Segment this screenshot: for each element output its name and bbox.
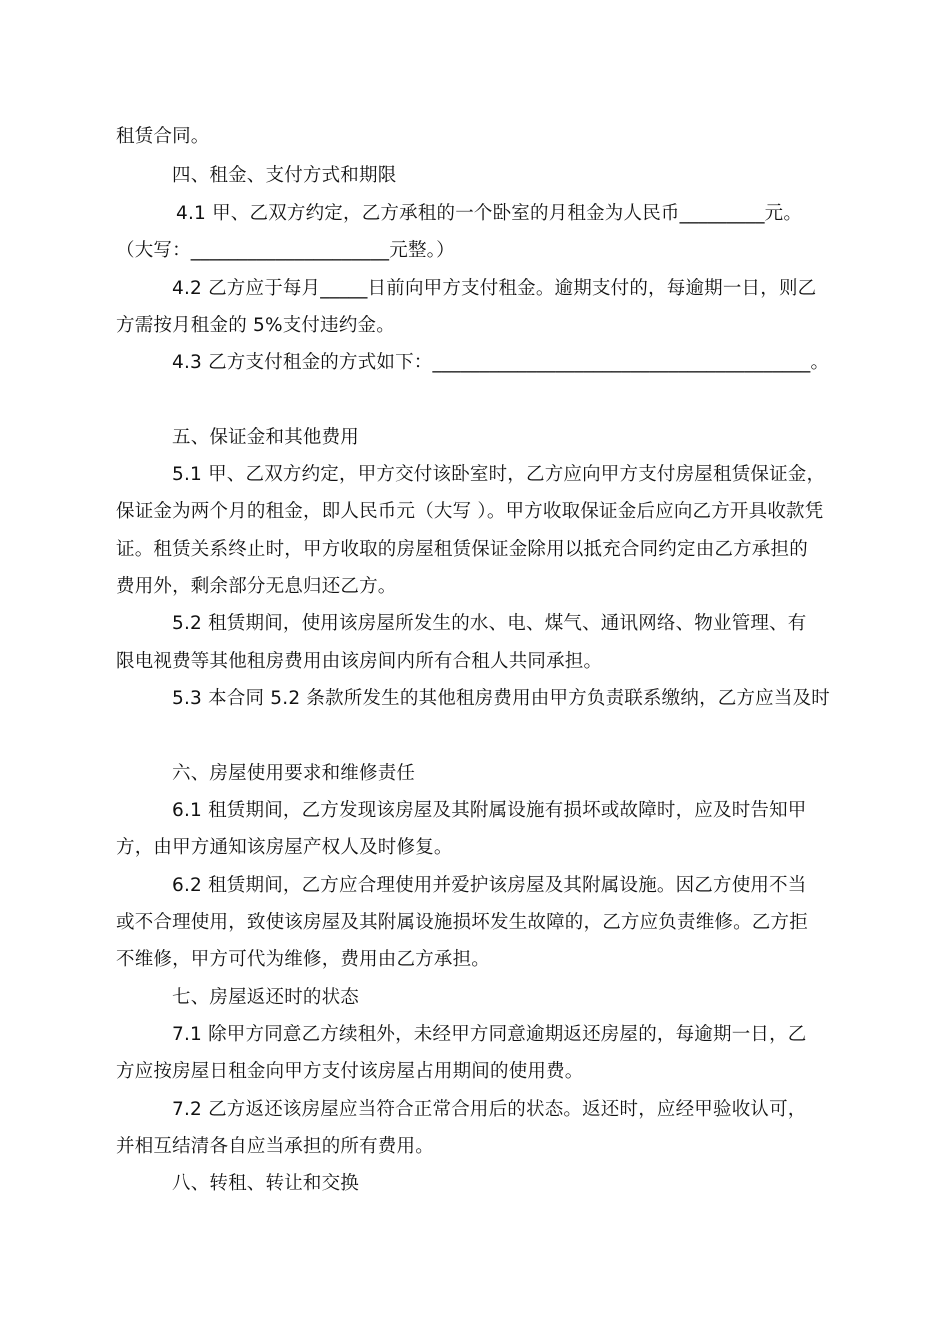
section-heading: 六、房屋使用要求和维修责任 <box>172 763 416 784</box>
body-text-line: 租赁合同。 <box>116 126 210 147</box>
clause-text-line: 4.2 乙方应于每月_____日前向甲方支付租金。逾期支付的，每逾期一日，则乙 <box>172 278 817 299</box>
clause-text-line: 方应按房屋日租金向甲方支付该房屋占用期间的使用费。 <box>116 1061 584 1082</box>
clause-text-line: 5.3 本合同 5.2 条款所发生的其他租房费用由甲方负责联系缴纳，乙方应当及时 <box>172 688 830 709</box>
clause-text-line: 4.3 乙方支付租金的方式如下：________________________________________。 <box>172 352 830 373</box>
clause-text-line: 方，由甲方通知该房屋产权人及时修复。 <box>116 837 453 858</box>
clause-text-line: 方需按月租金的 5%支付违约金。 <box>116 315 395 336</box>
clause-text-line: 6.1 租赁期间，乙方发现该房屋及其附属设施有损坏或故障时，应及时告知甲 <box>172 800 807 821</box>
clause-text-line: 限电视费等其他租房费用由该房间内所有合租人共同承担。 <box>116 651 603 672</box>
clause-text-line: 不维修，甲方可代为维修，费用由乙方承担。 <box>116 949 491 970</box>
clause-text-line: 5.1 甲、乙双方约定，甲方交付该卧室时，乙方应向甲方支付房屋租赁保证金， <box>172 464 826 485</box>
clause-text-line: 4.1 甲、乙双方约定，乙方承租的一个卧室的月租金为人民币_________元。 <box>176 203 803 224</box>
clause-text-line: 5.2 租赁期间，使用该房屋所发生的水、电、煤气、通讯网络、物业管理、有 <box>172 613 807 634</box>
section-heading: 八、转租、转让和交换 <box>172 1173 360 1194</box>
clause-text-line: （大写：_____________________元整。） <box>116 240 455 261</box>
clause-text-line: 或不合理使用，致使该房屋及其附属设施损坏发生故障的，乙方应负责维修。乙方拒 <box>116 912 808 933</box>
clause-text-line: 并相互结清各自应当承担的所有费用。 <box>116 1136 434 1157</box>
clause-text-line: 证。租赁关系终止时，甲方收取的房屋租赁保证金除用以抵充合同约定由乙方承担的 <box>116 539 808 560</box>
clause-text-line: 7.2 乙方返还该房屋应当符合正常合用后的状态。返还时，应经甲验收认可， <box>172 1099 807 1120</box>
clause-text-line: 7.1 除甲方同意乙方续租外，未经甲方同意逾期返还房屋的，每逾期一日，乙 <box>172 1024 807 1045</box>
section-heading: 七、房屋返还时的状态 <box>172 987 360 1008</box>
clause-text-line: 保证金为两个月的租金，即人民币元（大写 ）。甲方收取保证金后应向乙方开具收款凭 <box>116 501 824 522</box>
clause-text-line: 费用外，剩余部分无息归还乙方。 <box>116 576 397 597</box>
clause-text-line: 6.2 租赁期间，乙方应合理使用并爱护该房屋及其附属设施。因乙方使用不当 <box>172 875 807 896</box>
section-heading: 四、租金、支付方式和期限 <box>172 165 397 186</box>
section-heading: 五、保证金和其他费用 <box>172 427 360 448</box>
